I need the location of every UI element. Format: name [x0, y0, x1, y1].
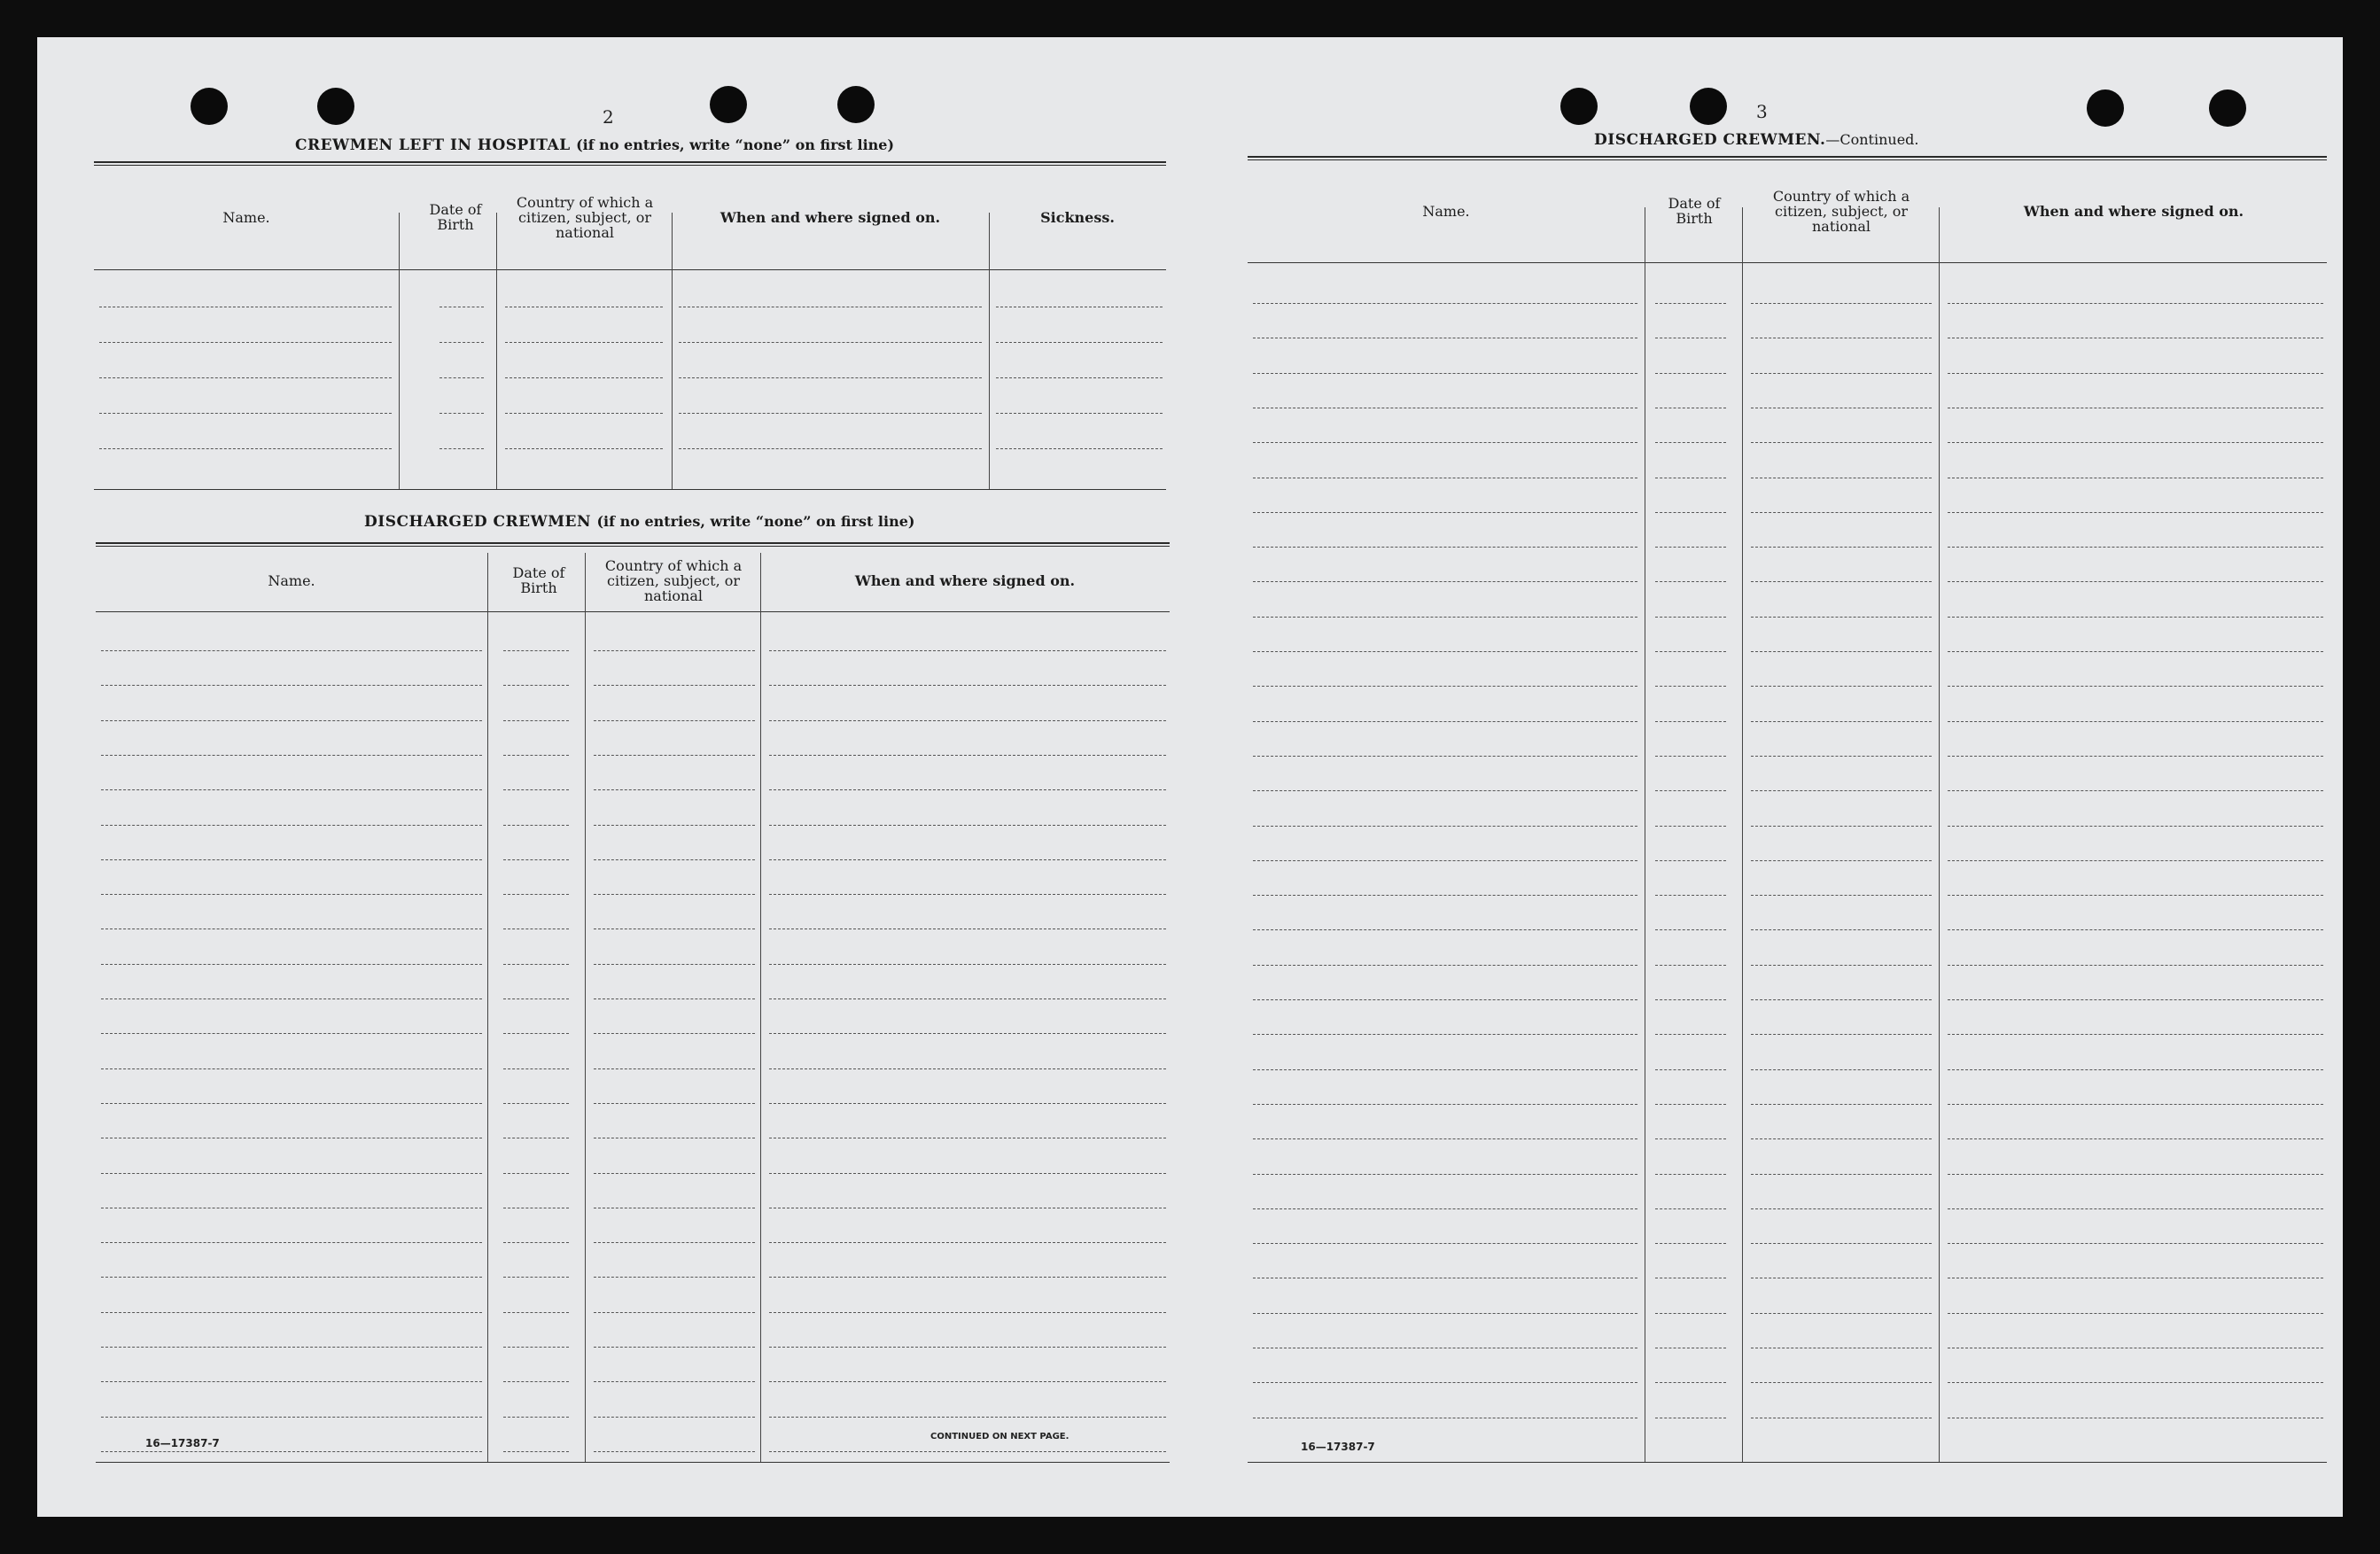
entry-line — [1655, 581, 1726, 582]
entry-line — [1655, 1034, 1726, 1035]
entry-line — [503, 998, 569, 999]
entry-line — [101, 825, 482, 826]
entry-line — [769, 1451, 1166, 1452]
entry-line — [503, 720, 569, 721]
entry-line — [1655, 929, 1726, 930]
entry-line — [996, 377, 1163, 378]
entry-line — [101, 1242, 482, 1243]
entry-line — [594, 964, 755, 965]
entry-line — [594, 1277, 755, 1278]
entry-line — [1655, 721, 1726, 722]
entry-line — [594, 1103, 755, 1104]
entry-line — [594, 1381, 755, 1382]
entry-line — [1948, 1104, 2323, 1105]
entry-line — [679, 448, 982, 449]
entry-line — [439, 413, 484, 414]
entry-line — [1948, 686, 2323, 687]
entry-line — [1948, 756, 2323, 757]
punch-hole — [2087, 89, 2124, 127]
entry-line — [1948, 1138, 2323, 1139]
entry-line — [1253, 1069, 1637, 1070]
entry-line — [1751, 617, 1932, 618]
entry-line — [1655, 826, 1726, 827]
entry-line — [1948, 617, 2323, 618]
entry-line — [1655, 965, 1726, 966]
hospital-header-country: Country of which a citizen, subject, or national — [516, 193, 654, 241]
entry-line — [594, 1242, 755, 1243]
right-header-dob: Date of Birth — [1668, 195, 1721, 227]
entry-line — [1253, 303, 1637, 304]
entry-line — [1751, 1034, 1932, 1035]
entry-line — [1751, 790, 1932, 791]
entry-line — [1948, 790, 2323, 791]
entry-line — [594, 720, 755, 721]
entry-line — [1253, 1243, 1637, 1244]
entry-line — [1948, 826, 2323, 827]
page-number-left: 2 — [603, 106, 614, 128]
entry-line — [101, 1173, 482, 1174]
entry-line — [503, 755, 569, 756]
discharged-continued-title — [1594, 131, 1919, 149]
punch-hole — [191, 88, 228, 125]
entry-line — [1948, 1208, 2323, 1209]
entry-line — [1751, 303, 1932, 304]
hospital-header-sickness: Sickness. — [1040, 208, 1115, 226]
entry-line — [503, 825, 569, 826]
entry-line — [503, 1103, 569, 1104]
entry-line — [505, 377, 663, 378]
entry-line — [101, 859, 482, 860]
entry-line — [1948, 895, 2323, 896]
entry-line — [996, 448, 1163, 449]
discharged-continued-main: DISCHARGED CREWMEN. — [1594, 131, 1826, 149]
entry-line — [503, 1312, 569, 1313]
entry-line — [769, 825, 1166, 826]
entry-line — [1655, 790, 1726, 791]
entry-line — [769, 1173, 1166, 1174]
entry-line — [1751, 581, 1932, 582]
entry-line — [1655, 1174, 1726, 1175]
entry-line — [1253, 1104, 1637, 1105]
entry-line — [769, 720, 1166, 721]
entry-line — [769, 685, 1166, 686]
entry-line — [503, 1451, 569, 1452]
entry-line — [1751, 721, 1932, 722]
entry-line — [1751, 686, 1932, 687]
entry-line — [1948, 547, 2323, 548]
entry-line — [1751, 1208, 1932, 1209]
entry-line — [1655, 1104, 1726, 1105]
entry-line — [594, 789, 755, 790]
entry-line — [1751, 1313, 1932, 1314]
entry-line — [503, 1033, 569, 1034]
entry-line — [503, 685, 569, 686]
entry-line — [1655, 1208, 1726, 1209]
hospital-section-title — [295, 136, 894, 154]
entry-line — [101, 1277, 482, 1278]
entry-line — [1253, 512, 1637, 513]
entry-line — [1948, 651, 2323, 652]
entry-line — [101, 1381, 482, 1382]
entry-line — [594, 825, 755, 826]
entry-line — [1948, 512, 2323, 513]
discharged-section-title — [364, 513, 914, 531]
entry-line — [1655, 442, 1726, 443]
entry-line — [101, 685, 482, 686]
hospital-header-signed: When and where signed on. — [719, 208, 941, 226]
entry-line — [503, 1347, 569, 1348]
entry-line — [996, 413, 1163, 414]
entry-line — [503, 1173, 569, 1174]
entry-line — [1253, 547, 1637, 548]
entry-line — [1948, 1382, 2323, 1383]
entry-line — [1655, 860, 1726, 861]
entry-line — [439, 448, 484, 449]
punch-hole — [1560, 88, 1598, 125]
entry-line — [1655, 547, 1726, 548]
entry-line — [503, 1417, 569, 1418]
entry-line — [1948, 929, 2323, 930]
entry-line — [1253, 1174, 1637, 1175]
entry-line — [594, 650, 755, 651]
entry-line — [1253, 860, 1637, 861]
entry-line — [594, 894, 755, 895]
entry-line — [1751, 1382, 1932, 1383]
entry-line — [1655, 1138, 1726, 1139]
entry-line — [769, 789, 1166, 790]
entry-line — [1948, 965, 2323, 966]
punch-hole — [837, 86, 875, 123]
entry-line — [1751, 860, 1932, 861]
entry-line — [503, 1068, 569, 1069]
entry-line — [1253, 373, 1637, 374]
entry-line — [1253, 581, 1637, 582]
entry-line — [503, 1277, 569, 1278]
entry-line — [1253, 442, 1637, 443]
discharged-header-signed: When and where signed on. — [854, 571, 1076, 589]
entry-line — [1253, 1034, 1637, 1035]
entry-line — [769, 1033, 1166, 1034]
right-header-name: Name. — [1422, 202, 1470, 220]
entry-line — [1948, 1174, 2323, 1175]
entry-line — [1751, 512, 1932, 513]
discharged-header-dob: Date of Birth — [512, 564, 565, 596]
entry-line — [101, 1103, 482, 1104]
discharged-table-right — [1248, 156, 2327, 1472]
entry-line — [1253, 1208, 1637, 1209]
entry-line — [1253, 895, 1637, 896]
entry-line — [1655, 1069, 1726, 1070]
entry-line — [1655, 1243, 1726, 1244]
right-header-country: Country of which a citizen, subject, or national — [1772, 187, 1910, 235]
entry-line — [505, 448, 663, 449]
entry-line — [769, 1347, 1166, 1348]
punch-hole — [1690, 88, 1727, 125]
entry-line — [769, 964, 1166, 965]
entry-line — [594, 755, 755, 756]
entry-line — [1253, 965, 1637, 966]
entry-line — [101, 755, 482, 756]
entry-line — [1253, 1138, 1637, 1139]
entry-line — [769, 1417, 1166, 1418]
entry-line — [99, 377, 392, 378]
entry-line — [503, 789, 569, 790]
entry-line — [1655, 1313, 1726, 1314]
continued-note: CONTINUED ON NEXT PAGE. — [930, 1432, 1069, 1441]
entry-line — [101, 789, 482, 790]
entry-line — [1948, 442, 2323, 443]
entry-line — [101, 1347, 482, 1348]
entry-line — [1751, 999, 1932, 1000]
entry-line — [769, 998, 1166, 999]
entry-line — [594, 1033, 755, 1034]
punch-hole — [710, 86, 747, 123]
entry-line — [769, 650, 1166, 651]
entry-line — [769, 755, 1166, 756]
discharged-continued-note: —Continued. — [1825, 131, 1919, 148]
entry-line — [769, 1068, 1166, 1069]
hospital-table — [94, 161, 1166, 491]
punch-hole — [317, 88, 354, 125]
entry-line — [1253, 617, 1637, 618]
entry-line — [769, 859, 1166, 860]
entry-line — [101, 964, 482, 965]
entry-line — [1655, 756, 1726, 757]
form-number-left: 16—17387-7 — [145, 1437, 220, 1449]
entry-line — [1751, 1104, 1932, 1105]
entry-line — [1751, 929, 1932, 930]
entry-line — [1751, 373, 1932, 374]
entry-line — [101, 998, 482, 999]
entry-line — [1655, 617, 1726, 618]
entry-line — [1253, 686, 1637, 687]
entry-line — [594, 1068, 755, 1069]
entry-line — [769, 1381, 1166, 1382]
entry-line — [679, 413, 982, 414]
entry-line — [1948, 999, 2323, 1000]
entry-line — [1751, 651, 1932, 652]
entry-line — [101, 1033, 482, 1034]
entry-line — [594, 998, 755, 999]
entry-line — [1655, 999, 1726, 1000]
form-number-right: 16—17387-7 — [1301, 1441, 1375, 1453]
discharged-table-left — [96, 542, 1170, 1472]
entry-line — [679, 342, 982, 343]
entry-line — [1253, 651, 1637, 652]
entry-line — [505, 342, 663, 343]
scanned-form-sheet — [37, 37, 2343, 1517]
entry-line — [1655, 651, 1726, 652]
entry-line — [1751, 756, 1932, 757]
entry-line — [1948, 581, 2323, 582]
entry-line — [769, 1242, 1166, 1243]
entry-line — [769, 1103, 1166, 1104]
entry-line — [1253, 1313, 1637, 1314]
entry-line — [1253, 721, 1637, 722]
hospital-title-note: (if no entries, write “none” on first line) — [576, 136, 895, 153]
entry-line — [101, 1068, 482, 1069]
entry-line — [1751, 547, 1932, 548]
entry-line — [769, 894, 1166, 895]
entry-line — [99, 342, 392, 343]
entry-line — [503, 894, 569, 895]
entry-line — [101, 1451, 482, 1452]
entry-line — [679, 377, 982, 378]
entry-line — [1655, 1382, 1726, 1383]
entry-line — [1948, 303, 2323, 304]
entry-line — [1948, 1034, 2323, 1035]
entry-line — [1751, 1174, 1932, 1175]
page-number-right: 3 — [1756, 101, 1768, 122]
entry-line — [99, 413, 392, 414]
entry-line — [503, 859, 569, 860]
entry-line — [1751, 895, 1932, 896]
entry-line — [594, 1173, 755, 1174]
entry-line — [1751, 965, 1932, 966]
entry-line — [1948, 721, 2323, 722]
entry-line — [996, 342, 1163, 343]
entry-line — [594, 1451, 755, 1452]
entry-line — [1655, 373, 1726, 374]
entry-line — [1253, 999, 1637, 1000]
entry-line — [1655, 512, 1726, 513]
entry-line — [594, 1347, 755, 1348]
entry-line — [101, 1312, 482, 1313]
entry-line — [1751, 442, 1932, 443]
entry-line — [101, 1417, 482, 1418]
entry-line — [1751, 1138, 1932, 1139]
entry-line — [769, 1312, 1166, 1313]
entry-line — [1751, 1243, 1932, 1244]
discharged-title-main: DISCHARGED CREWMEN — [364, 513, 592, 531]
entry-line — [503, 650, 569, 651]
entry-line — [503, 1381, 569, 1382]
entry-line — [505, 413, 663, 414]
entry-line — [1253, 929, 1637, 930]
entry-line — [503, 1242, 569, 1243]
entry-line — [439, 377, 484, 378]
entry-line — [1948, 373, 2323, 374]
entry-line — [1253, 756, 1637, 757]
discharged-header-country: Country of which a citizen, subject, or national — [604, 556, 743, 604]
discharged-title-note: (if no entries, write “none” on first line) — [596, 513, 915, 530]
entry-line — [1253, 1382, 1637, 1383]
entry-line — [439, 342, 484, 343]
entry-line — [1948, 1243, 2323, 1244]
right-header-signed: When and where signed on. — [2023, 202, 2244, 220]
entry-line — [1948, 1313, 2323, 1314]
entry-line — [594, 1417, 755, 1418]
entry-line — [1948, 860, 2323, 861]
entry-line — [1751, 1069, 1932, 1070]
entry-line — [1948, 1069, 2323, 1070]
entry-line — [1751, 826, 1932, 827]
hospital-header-dob: Date of Birth — [429, 201, 482, 233]
entry-line — [101, 650, 482, 651]
entry-line — [1655, 686, 1726, 687]
hospital-title-main: CREWMEN LEFT IN HOSPITAL — [295, 136, 571, 154]
entry-line — [769, 1277, 1166, 1278]
entry-line — [594, 1312, 755, 1313]
entry-line — [594, 685, 755, 686]
entry-line — [1253, 826, 1637, 827]
discharged-header-name: Name. — [268, 571, 315, 589]
entry-line — [594, 859, 755, 860]
entry-line — [99, 448, 392, 449]
entry-line — [101, 894, 482, 895]
entry-line — [1253, 790, 1637, 791]
entry-line — [1655, 303, 1726, 304]
punch-hole — [2209, 89, 2246, 127]
entry-line — [1655, 895, 1726, 896]
hospital-header-name: Name. — [222, 208, 270, 226]
entry-line — [503, 964, 569, 965]
entry-line — [101, 720, 482, 721]
